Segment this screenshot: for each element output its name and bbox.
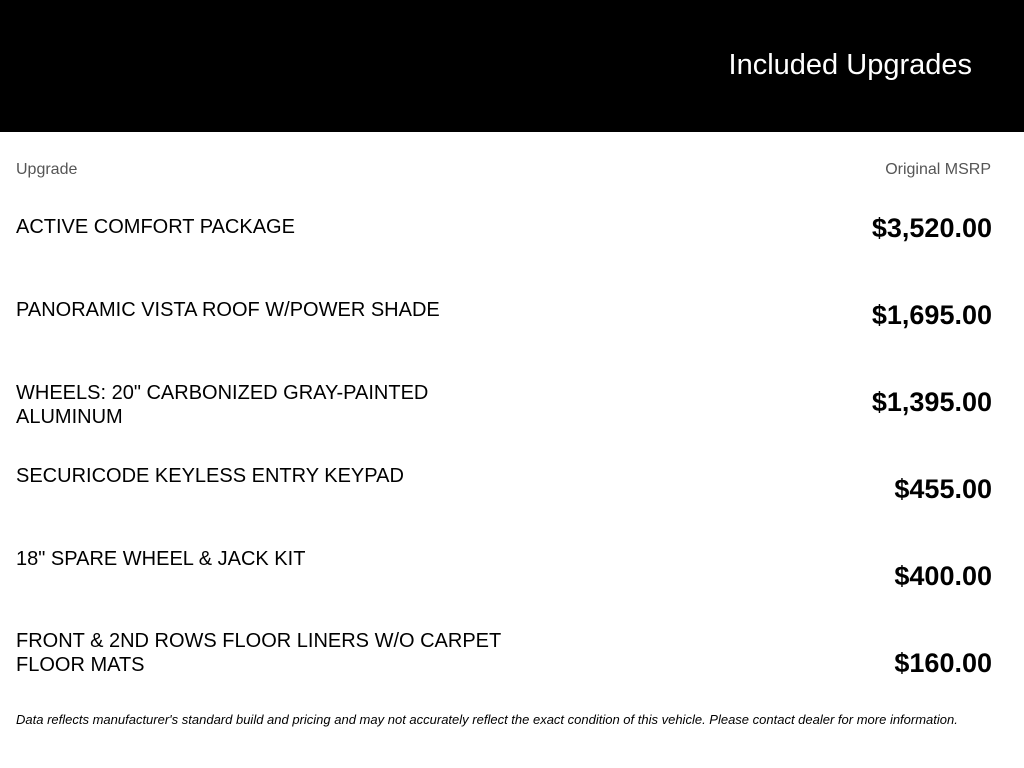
upgrade-price: $1,695.00 (871, 300, 992, 330)
page-title: Included Upgrades (728, 49, 972, 81)
upgrade-name: 18" SPARE WHEEL & JACK KIT (16, 548, 306, 570)
msrp-column-header: Original MSRP (885, 161, 991, 178)
upgrade-row (0, 629, 1024, 716)
upgrade-name: SECURICODE KEYLESS ENTRY KEYPAD (16, 465, 404, 487)
upgrade-name: ACTIVE COMFORT PACKAGE (16, 216, 295, 238)
page-header (0, 0, 1024, 132)
upgrade-price: $3,520.00 (871, 213, 992, 243)
upgrade-price: $400.00 (894, 561, 992, 591)
upgrade-column-header: Upgrade (16, 161, 78, 178)
upgrade-row (0, 547, 1024, 634)
disclaimer-footnote: Data reflects manufacturer's standard build and pricing and may not accurately reflect the exact condition of this vehicle. Please contact dealer for more information. (16, 712, 958, 727)
upgrade-row (0, 298, 1024, 385)
upgrade-row (0, 381, 1024, 468)
upgrade-row (0, 464, 1024, 551)
upgrade-name: FRONT & 2ND ROWS FLOOR LINERS W/O CARPET FLOOR MATS (16, 630, 501, 676)
upgrade-name: WHEELS: 20" CARBONIZED GRAY-PAINTED ALUMINUM (16, 382, 429, 428)
upgrade-price: $160.00 (894, 648, 992, 678)
upgrade-row (0, 215, 1024, 302)
upgrade-price: $1,395.00 (871, 387, 992, 417)
upgrade-name: PANORAMIC VISTA ROOF W/POWER SHADE (16, 299, 440, 321)
upgrade-price: $455.00 (894, 474, 992, 504)
